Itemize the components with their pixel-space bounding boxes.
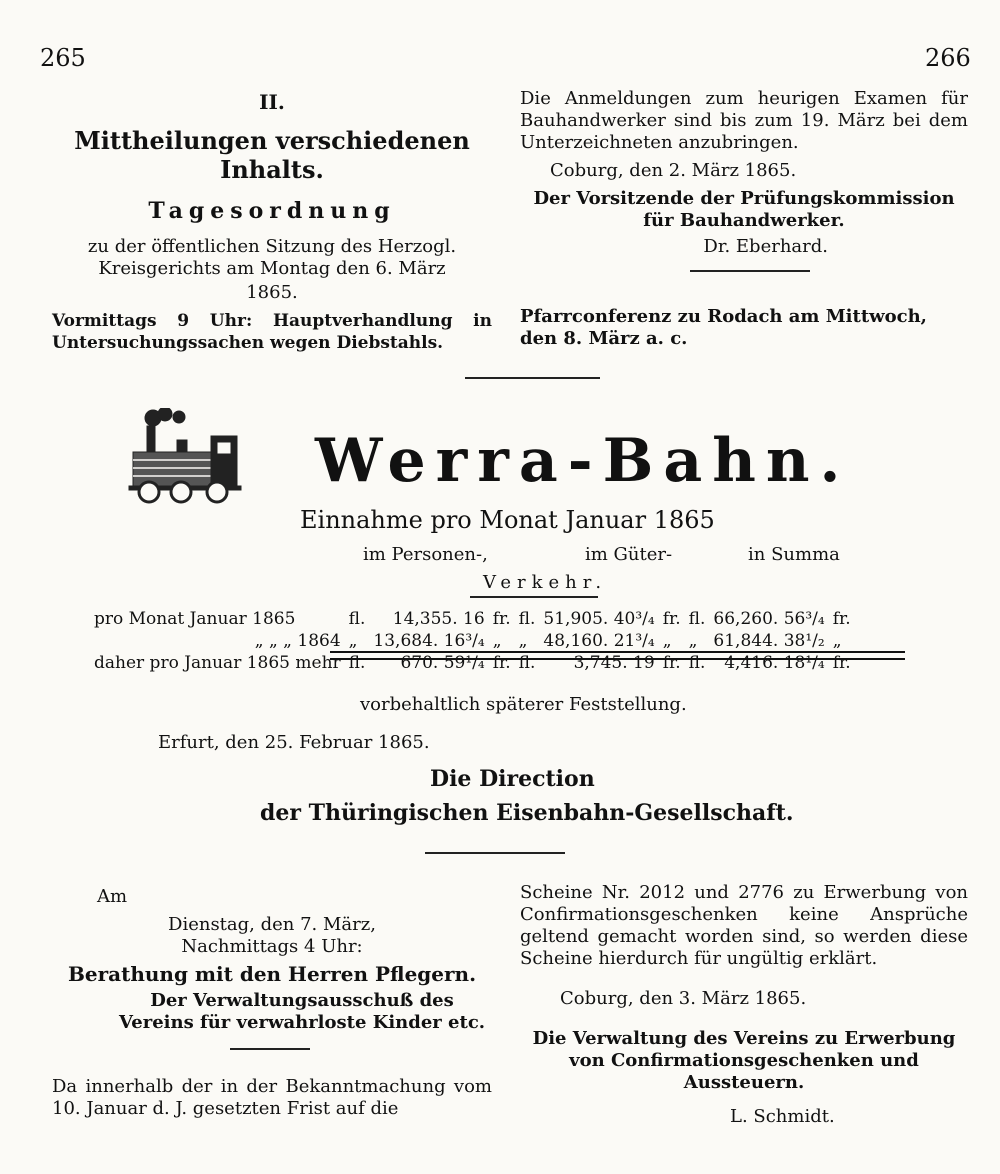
werra-signature-1: Die Direction xyxy=(430,766,595,792)
row-label: „ „ „ 1864 xyxy=(254,631,341,651)
rule xyxy=(690,270,810,272)
left-bottom-column xyxy=(52,886,492,1034)
right-bottom-column xyxy=(520,882,968,1128)
value-gueter: 51,905. 40³/₄ xyxy=(543,609,655,629)
left-top-column xyxy=(52,90,492,354)
table-row xyxy=(90,630,855,652)
voucher-paragraph: Scheine Nr. 2012 und 2776 zu Erwerbung von Confirmationsgeschenken keine Ansprüche geltend gemacht worden sind, so werden diese Scheine hierdurch für ungültig erklärt. xyxy=(520,882,968,969)
row-label: daher pro Januar 1865 mehr xyxy=(94,653,341,673)
meeting-signature: Der Verwaltungsausschuß des Vereins für verwahrloste Kinder etc. xyxy=(118,990,486,1033)
locomotive-icon xyxy=(125,408,245,504)
agenda-subtitle: zu der öffentlichen Sitzung des Herzogl. Kreisgerichts am Montag den 6. März xyxy=(87,236,457,279)
unit: „ xyxy=(662,631,672,651)
sum-double-rule xyxy=(330,651,905,660)
meeting-headline: Berathung mit den Herren Pflegern. xyxy=(67,962,477,986)
verkehr-label: Verkehr. xyxy=(483,572,608,593)
agenda-body: Vormittags 9 Uhr: Hauptverhandlung in Untersuchungssachen wegen Diebstahls. xyxy=(52,311,492,353)
currency: fl. xyxy=(518,653,536,673)
value-summa: 4,416. 18¹/₄ xyxy=(724,653,825,673)
value-gueter: 3,745. 19 xyxy=(573,653,655,673)
unit: fr. xyxy=(492,653,511,673)
currency: „ xyxy=(518,631,528,651)
currency: fl. xyxy=(688,609,706,629)
rule xyxy=(470,596,598,598)
unit: fr. xyxy=(492,609,511,629)
werra-bahn-title: Werra-Bahn. xyxy=(315,426,851,496)
rule xyxy=(465,377,600,379)
currency: fl. xyxy=(348,653,366,673)
exam-signature-name: Dr. Eberhard. xyxy=(703,236,828,257)
am-label: Am xyxy=(97,886,128,907)
provisional-note: vorbehaltlich späterer Feststellung. xyxy=(360,694,687,715)
right-top-column xyxy=(520,88,968,258)
col-head-gueter: im Güter- xyxy=(585,544,673,565)
value-summa: 66,260. 56³/₄ xyxy=(713,609,825,629)
row-label: pro Monat Januar 1865 xyxy=(94,609,296,629)
rule xyxy=(230,1048,310,1050)
agenda-title: Tagesordnung xyxy=(148,198,396,224)
value-summa: 61,844. 38¹/₂ xyxy=(713,631,825,651)
unit: fr. xyxy=(832,653,851,673)
currency: fl. xyxy=(688,653,706,673)
conference-notice: Pfarrconferenz zu Rodach am Mittwoch, den 8. März a. c. xyxy=(520,306,927,349)
meeting-time: Nachmittags 4 Uhr: xyxy=(181,936,363,957)
exam-signature-org: Der Vorsitzende der Prüfungskommission für Bauhandwerker. xyxy=(533,188,955,231)
currency: „ xyxy=(688,631,698,651)
werra-signature-2: der Thüringischen Eisenbahn-Gesellschaft. xyxy=(260,800,794,826)
rule xyxy=(425,852,565,854)
voucher-name: L. Schmidt. xyxy=(730,1106,835,1127)
currency: fl. xyxy=(348,609,366,629)
unit: fr. xyxy=(662,609,681,629)
col-head-personen: im Personen-, xyxy=(363,544,488,565)
col-head-summa: in Summa xyxy=(748,544,840,565)
unit: fr. xyxy=(662,653,681,673)
meeting-date: Dienstag, den 7. März, xyxy=(168,914,376,935)
werra-dateline: Erfurt, den 25. Februar 1865. xyxy=(158,732,430,753)
page-number-left: 265 xyxy=(40,44,86,72)
value-gueter: 48,160. 21³/₄ xyxy=(543,631,655,651)
value-personen: 670. 59¹/₄ xyxy=(400,653,485,673)
section-number: II. xyxy=(259,90,285,114)
exam-paragraph: Die Anmeldungen zum heurigen Examen für Bauhandwerker sind bis zum 19. März bei dem Unterzeichneten anzubringen. xyxy=(520,88,968,153)
werra-subtitle: Einnahme pro Monat Januar 1865 xyxy=(300,506,715,534)
revenue-table xyxy=(90,608,855,674)
page-number-right: 266 xyxy=(925,44,971,72)
table-row xyxy=(90,608,855,630)
unit: „ xyxy=(492,631,502,651)
currency: fl. xyxy=(518,609,536,629)
value-personen: 14,355. 16 xyxy=(392,609,485,629)
deadline-paragraph: Da innerhalb der in der Bekanntmachung vom 10. Januar d. J. gesetzten Frist auf die xyxy=(52,1076,492,1119)
exam-dateline: Coburg, den 2. März 1865. xyxy=(550,160,797,181)
section-title: Mittheilungen verschiedenen Inhalts. xyxy=(74,126,470,184)
unit: fr. xyxy=(832,609,851,629)
value-personen: 13,684. 16³/₄ xyxy=(373,631,485,651)
currency: „ xyxy=(348,631,358,651)
voucher-signature: Die Verwaltung des Vereins zu Erwerbung von Confirmationsgeschenken und Aussteuern. xyxy=(532,1028,956,1093)
voucher-dateline: Coburg, den 3. März 1865. xyxy=(560,988,807,1009)
unit: „ xyxy=(832,631,842,651)
agenda-year: 1865. xyxy=(246,282,298,303)
